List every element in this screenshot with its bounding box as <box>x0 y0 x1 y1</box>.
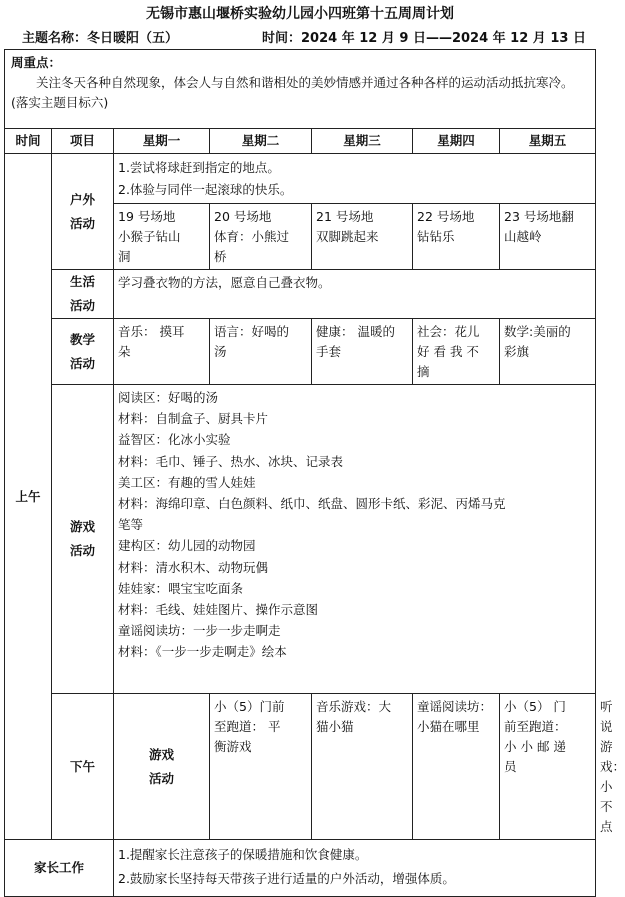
games-line-9: 材料：清水积木、动物玩偶 <box>118 559 269 575</box>
games-row <box>5 385 596 694</box>
parents-content <box>114 840 596 897</box>
parents-line-1: 1.提醒家长注意孩子的保暖措施和饮食健康。 <box>118 847 368 862</box>
games-line-1: 阅读区：好喝的汤 <box>118 390 219 405</box>
head-time: 时间 <box>5 129 52 154</box>
outdoor-goal-1: 1.尝试将球赶到指定的地点。 <box>118 160 280 175</box>
head-item: 项目 <box>52 129 114 154</box>
games-line-5: 美工区：有趣的雪人娃娃 <box>118 474 256 490</box>
header-row <box>5 129 596 154</box>
focus-text: 关注冬天各种自然现象，体会人与自然和谐相处的美妙情感并通过各种各样的运动活动抵抗寒冷。(落实主题目标六) <box>11 75 574 110</box>
head-tue: 星期二 <box>210 129 312 154</box>
afternoon-row: 下午 游戏 活动 小（5）门前 至跑道： 平 衡游戏 音乐游戏：大 猫小猫 童谣阅读坊： 小猫在哪里 小（5） 门 前至跑道： 小 小 邮 递 员 听说游戏：小 不点 <box>5 694 596 840</box>
head-wed: 星期三 <box>312 129 413 154</box>
afternoon-tue: 音乐游戏：大 猫小猫 <box>312 694 413 840</box>
outdoor-goals-row <box>5 154 596 204</box>
games-line-10: 娃娃家：喂宝宝吃面条 <box>118 580 244 596</box>
games-line-11: 材料：毛线、娃娃图片、操作示意图 <box>118 602 319 618</box>
parents-label: 家长工作 <box>5 840 114 897</box>
teaching-thu: 社会：花儿 好 看 我 不 摘 <box>413 319 500 385</box>
teaching-mon: 音乐： 摸耳 朵 <box>114 319 210 385</box>
head-mon: 星期一 <box>114 129 210 154</box>
parents-line-2: 2.鼓励家长坚持每天带孩子进行适量的户外活动，增强体质。 <box>118 871 455 886</box>
games-label: 游戏 活动 <box>52 385 114 694</box>
games-content <box>114 385 596 694</box>
plan-title: 无锡市惠山堰桥实验幼儿园小四班第十五周周计划 <box>146 6 454 22</box>
afternoon-label: 下午 <box>52 694 114 840</box>
theme-name: 主题名称：冬日暖阳（五） <box>22 31 179 46</box>
outdoor-mon: 19 号场地 小猴子钻山 洞 <box>114 204 210 270</box>
outdoor-goal-2: 2.体验与同伴一起滚球的快乐。 <box>118 181 293 197</box>
afternoon-mon: 小（5）门前 至跑道： 平 衡游戏 <box>210 694 312 840</box>
teaching-wed: 健康： 温暖的 手套 <box>312 319 413 385</box>
teaching-row <box>5 319 596 385</box>
outdoor-fri: 23 号场地翻 山越岭 <box>500 204 596 270</box>
games-line-2: 材料：自制盒子、厨具卡片 <box>118 411 269 427</box>
head-fri: 星期五 <box>500 129 596 154</box>
focus-label: 周重点： <box>11 55 62 70</box>
outdoor-label: 户外 活动 <box>52 154 114 270</box>
outdoor-wed: 21 号场地 双脚跳起来 <box>312 204 413 270</box>
games-line-8: 建构区：幼儿园的动物园 <box>118 538 256 554</box>
teaching-label: 教学 活动 <box>52 319 114 385</box>
date-range: 时间：2024 年 12 月 9 日——2024 年 12 月 13 日 <box>262 31 586 46</box>
afternoon-games-label: 游戏 活动 <box>114 694 210 840</box>
focus-row <box>5 50 596 129</box>
life-text: 学习叠衣物的方法，愿意自己叠衣物。 <box>114 270 596 319</box>
parents-row <box>5 840 596 897</box>
games-line-13: 材料：《一步一步走啊走》绘本 <box>118 644 287 660</box>
games-line-6: 材料：海绵印章、白色颜料、纸巾、纸盘、圆形卡纸、彩泥、丙烯马克 <box>118 496 506 512</box>
outdoor-goals <box>114 154 596 204</box>
weekly-plan-table <box>4 49 625 897</box>
outdoor-tue: 20 号场地 体育：小熊过 桥 <box>210 204 312 270</box>
games-line-3: 益智区：化冰小实验 <box>118 432 231 448</box>
games-line-7: 笔等 <box>118 517 144 533</box>
head-thu: 星期四 <box>413 129 500 154</box>
outdoor-thu: 22 号场地 钻钻乐 <box>413 204 500 270</box>
afternoon-thu: 小（5） 门 前至跑道： 小 小 邮 递 员 <box>500 694 596 840</box>
life-label: 生活 活动 <box>52 270 114 319</box>
games-line-12: 童谣阅读坊：一步一步走啊走 <box>118 623 281 639</box>
afternoon-wed: 童谣阅读坊： 小猫在哪里 <box>413 694 500 840</box>
teaching-fri: 数学:美丽的 彩旗 <box>500 319 596 385</box>
teaching-tue: 语言：好喝的 汤 <box>210 319 312 385</box>
games-line-4: 材料：毛巾、锤子、热水、冰块、记录表 <box>118 453 344 469</box>
morning-label: 上午 <box>5 154 52 840</box>
life-row <box>5 270 596 319</box>
focus-cell <box>5 50 596 129</box>
